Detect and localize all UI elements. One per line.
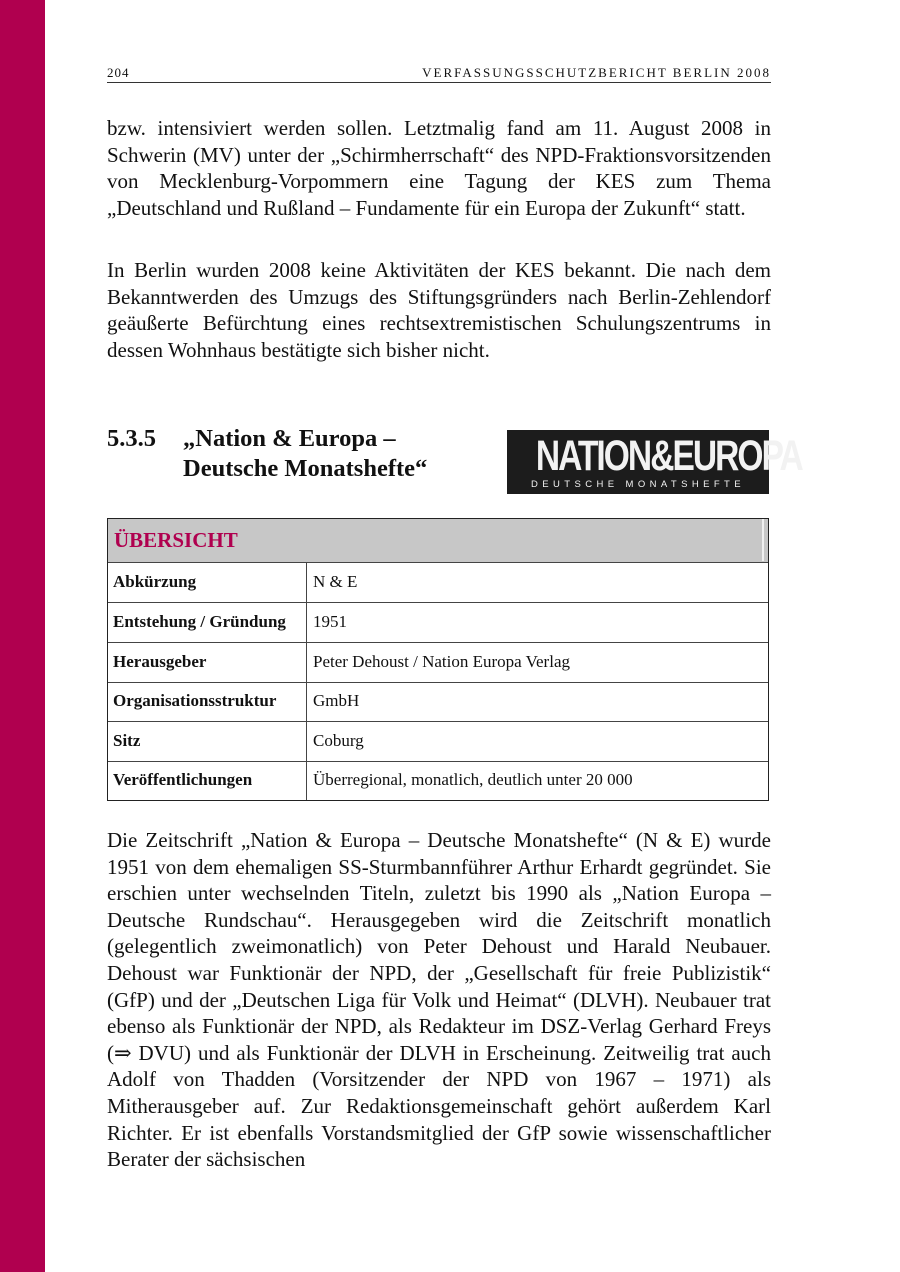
table-row [108,722,768,762]
paragraph-kes-berlin: In Berlin wurden 2008 keine Aktivitäten der KES bekannt. Die nach dem Bekanntwerden des Umzugs des Stiftungsgründers nach Berlin-Zehlendorf geäußerte Befürchtung eines rechtsextremistischen Schulungszentrums in dessen Wohnhaus bestätigte sich bisher nicht. [107,258,771,362]
row-label: Entstehung / Gründung [113,612,286,631]
row-label: Abkürzung [113,572,197,591]
page-header [107,63,771,83]
section-number: 5.3.5 [107,425,156,452]
table-row [108,603,768,643]
table-row [108,643,768,683]
row-value: Überregional, monatlich, deutlich unter 20 000 [313,770,633,789]
running-title: VERFASSUNGSSCHUTZBERICHT BERLIN 2008 [422,65,771,80]
table-row [108,761,768,801]
table-row [108,682,768,722]
overview-header [108,519,768,563]
page-number: 204 [107,65,130,80]
paragraph-nation-europa: Die Zeitschrift „Nation & Europa – Deutsche Monatshefte“ (N & E) wurde 1951 von dem ehemaligen SS-Sturmbannführer Arthur Erhardt gegründet. Sie erschien unter wechselnden Titeln, zuletzt bis 1990 als „Nation Europa – Deutsche Rundschau“. Herausgegeben wird die Zeitschrift monatlich (gelegentlich zweimonatlich) von Peter Dehoust und Harald Neubauer. Dehoust war Funktionär der NPD, der „Gesellschaft für freie Publizistik“ (GfP) und der „Deutschen Liga für Volk und Heimat“ (DLVH). Neubauer trat ebenso als Funktionär der NPD, als Redakteur im DSZ-Verlag Gerhard Freys (⇒ DVU) und als Funktionär der DLVH in Erscheinung. Zeitweilig trat auch Adolf von Thadden (Vorsitzender der NPD von 1967 – 1971) als Mitherausgeber auf. Zur Redaktionsgemeinschaft gehört außerdem Karl Richter. Er ist ebenfalls Vorstandsmitglied der GfP sowie wissenschaftlicher Berater der sächsischen [107,828,771,1172]
logo-subtitle: DEUTSCHE MONATSHEFTE [531,479,745,490]
row-value: N & E [313,572,358,591]
row-value: 1951 [313,612,347,631]
table-row [108,563,768,603]
row-label: Veröffentlichungen [113,770,253,789]
overview-table [107,518,769,801]
section-title: „Nation & Europa – Deutsche Monatshefte“ [183,425,428,482]
row-value: GmbH [313,691,360,710]
row-value: Coburg [313,731,364,750]
nation-europa-logo [507,430,802,494]
page-sidebar-stripe [0,0,45,1272]
row-label: Herausgeber [113,652,207,671]
row-label: Sitz [113,731,141,750]
row-label: Organisationsstruktur [113,691,277,710]
logo-wordmark: NATION&EUROPA [535,432,802,480]
overview-title: ÜBERSICHT [114,528,238,552]
row-value: Peter Dehoust / Nation Europa Verlag [313,652,570,671]
paragraph-kes-tagung: bzw. intensiviert werden sollen. Letztmalig fand am 11. August 2008 in Schwerin (MV) unter der „Schirmherrschaft“ des NPD-Fraktionsvorsitzenden von Mecklenburg-Vorpommern eine Tagung der KES zum Thema „Deutschland und Rußland – Fundamente für ein Europa der Zukunft“ statt. [107,116,771,220]
